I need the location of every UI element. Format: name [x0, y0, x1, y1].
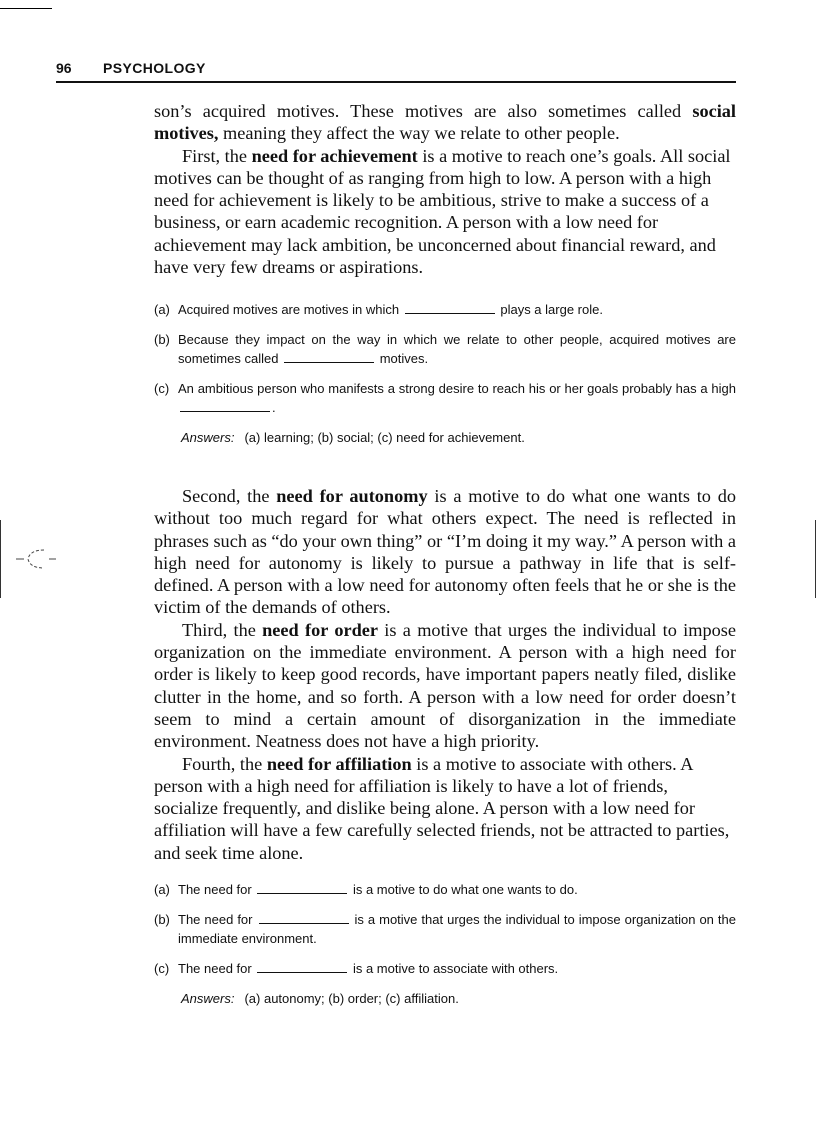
section-1 — [154, 100, 736, 278]
term-social-motives: social motives, — [154, 101, 736, 144]
paragraph-need-for-autonomy: Second, the need for autonomy is a motive to do what one wants to do without too much regard for what others expect. The need is reflected in phrases such as “do your own thing” or “I’m doing it my way.” A person with a high need for autonomy is likely to pursue a pathway in life that is self-defined. A person with a low need for autonomy often feels that he or she is the victim of the demands of others. — [154, 486, 736, 618]
answers-label: Answers: — [181, 991, 235, 1006]
paragraph-need-for-achievement: First, the need for achievement is a motive to reach one’s goals. All social motives can be thought of as ranging from high to low. A person with a high need for achievement is likely to be ambitious, strive to make a success of a business, or earn academic recognition. A person with a low need for achievement may lack ambition, be unconcerned about financial reward, and have very few dreams or aspirations. — [154, 145, 731, 278]
question-item: (c) The need for is a motive to associate with others. — [154, 961, 559, 976]
paragraph-need-for-order: Third, the need for order is a motive that urges the individual to impose organization on the immediate environment. A person with a high need for order is likely to keep good records, have important papers neatly filed, dislike clutter in the home, and so forth. A person with a low need for order doesn’t seem to mind a certain amount of disorganization in the immediate environment. Neatness does not have a high priority. — [154, 619, 736, 752]
crop-mark-left — [0, 520, 1, 598]
paragraph-need-for-affiliation: Fourth, the need for affiliation is a motive to associate with others. A person with a high need for affiliation is likely to have a lot of friends, socialize frequently, and dislike being alone. A person with a low need for affiliation will have a few carefully selected friends, not be attracted to parties, and seek time alone. — [154, 753, 730, 863]
answer-blank[interactable] — [405, 301, 495, 314]
page-number: 96 — [56, 60, 72, 76]
header-rule — [56, 81, 736, 83]
review-questions-2 — [154, 880, 736, 1008]
answer-blank[interactable] — [180, 399, 270, 412]
question-item: (b) Because they impact on the way in which we relate to other people, acquired motives are sometimes called motives. — [154, 332, 736, 366]
answers-line — [181, 428, 736, 447]
section-2 — [154, 485, 736, 864]
answer-blank[interactable] — [257, 960, 347, 973]
review-questions-1 — [154, 300, 736, 447]
term-need-for-order: need for order — [262, 619, 378, 640]
registration-mark-icon — [16, 548, 56, 570]
question-item: (b) The need for is a motive that urges the individual to impose organization on the immediate environment. — [154, 912, 736, 946]
running-head: PSYCHOLOGY — [103, 60, 206, 76]
question-item: (a) The need for is a motive to do what one wants to do. — [154, 882, 578, 897]
paragraph-social-motives: son’s acquired motives. These motives are also sometimes called social motives, meaning they affect the way we relate to other people. — [154, 101, 736, 144]
term-need-for-autonomy: need for autonomy — [276, 486, 428, 506]
crop-mark-top — [0, 8, 52, 9]
answer-blank[interactable] — [257, 881, 347, 894]
question-item: (c) An ambitious person who manifests a strong desire to reach his or her goals probably has a high . — [154, 381, 736, 415]
answers-label: Answers: — [181, 430, 235, 445]
answers-text: (a) autonomy; (b) order; (c) affiliation. — [244, 991, 459, 1006]
answer-blank[interactable] — [284, 350, 374, 363]
term-need-for-achievement: need for achievement — [251, 145, 418, 166]
answers-line — [181, 989, 736, 1008]
running-header — [56, 60, 736, 80]
answer-blank[interactable] — [259, 911, 349, 924]
answers-text: (a) learning; (b) social; (c) need for achievement. — [244, 430, 525, 445]
question-item: (a) Acquired motives are motives in which plays a large role. — [154, 302, 603, 317]
term-need-for-affiliation: need for affiliation — [266, 753, 412, 774]
